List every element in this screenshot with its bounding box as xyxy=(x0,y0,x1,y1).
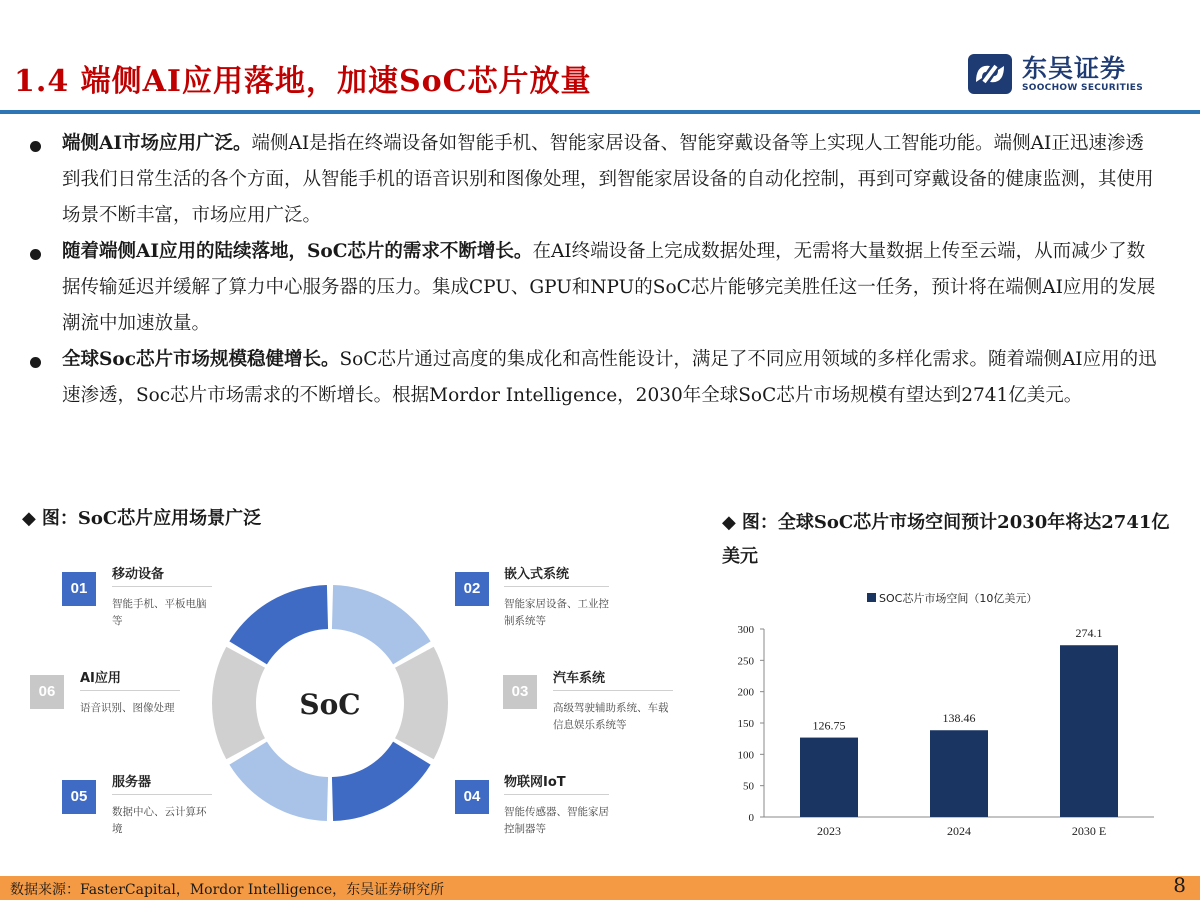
item-number-badge: 05 xyxy=(62,780,96,814)
soochow-logo-icon xyxy=(966,52,1014,96)
source-note: 数据来源：FasterCapital，Mordor Intelligence，东吴证券研究所 xyxy=(10,882,445,898)
item-desc: 智能家居设备、工业控制系统等 xyxy=(504,598,609,627)
donut-segment xyxy=(395,647,448,760)
bar xyxy=(800,738,858,817)
brand-logo xyxy=(966,52,1166,98)
x-tick-label: 2023 xyxy=(817,824,841,838)
item-desc: 数据中心、云计算环境 xyxy=(112,806,207,835)
y-tick-label: 300 xyxy=(737,624,754,636)
bullet-icon xyxy=(30,357,41,368)
donut-segment xyxy=(332,742,431,821)
bullet-list xyxy=(28,126,1158,414)
item-desc: 语音识别、图像处理 xyxy=(80,702,175,714)
item-title: 物联网IoT xyxy=(504,775,566,790)
y-tick-label: 250 xyxy=(737,655,754,668)
bar-value-label: 274.1 xyxy=(1075,626,1103,641)
item-title: 移动设备 xyxy=(112,567,165,582)
y-tick-label: 200 xyxy=(737,686,754,699)
figure-left-title-text: 图：SoC芯片应用场景广泛 xyxy=(41,508,262,529)
bar xyxy=(930,730,988,817)
item-divider xyxy=(504,586,609,587)
item-title: 服务器 xyxy=(112,775,152,790)
y-tick-label: 0 xyxy=(748,812,754,824)
donut-segment xyxy=(229,585,328,664)
soc-market-bar-chart xyxy=(722,585,1172,845)
bullet-lead: 随着端侧AI应用的陆续落地，SoC芯片的需求不断增长。 xyxy=(62,241,533,262)
page-number: 8 xyxy=(1173,873,1186,897)
diamond-bullet-icon: ◆ xyxy=(22,508,36,529)
bullet-icon xyxy=(30,141,41,152)
item-desc: 智能传感器、智能家居控制器等 xyxy=(504,806,609,835)
bullet-body: 端侧AI是指在终端设备如智能手机、智能家居设备、智能穿戴设备等上实现人工智能功能。端侧AI正迅速渗透到我们日常生活的各个方面，从智能手机的语音识别和图像处理，到智能家居设备的自动化控制，再到可穿戴设备的健康监测，其使用场景不断丰富，市场应用广泛。 xyxy=(62,133,1154,226)
item-divider xyxy=(112,586,212,587)
bullet-body: SoC芯片通过高度的集成化和高性能设计，满足了不同应用领域的多样化需求。随着端侧AI应用的迅速渗透，Soc芯片市场需求的不断增长。根据Mordor Intelligence，2030年全球SoC芯片市场规模有望达到2741亿美元。 xyxy=(62,349,1157,406)
figure-right-title xyxy=(722,506,1182,574)
item-title: 嵌入式系统 xyxy=(504,567,570,582)
bar xyxy=(1060,645,1118,817)
item-number-badge: 01 xyxy=(62,572,96,606)
y-tick-label: 100 xyxy=(737,749,754,762)
legend-swatch xyxy=(867,593,876,602)
item-divider xyxy=(80,690,180,691)
bar-value-label: 138.46 xyxy=(942,711,976,726)
item-number-badge: 02 xyxy=(455,572,489,606)
bullet-item xyxy=(28,126,1158,234)
figure-right-title-text: 图：全球SoC芯片市场空间预计2030年将达2741亿美元 xyxy=(722,512,1170,567)
donut-segment xyxy=(212,647,265,760)
figure-left-title xyxy=(22,502,261,536)
bullet-lead: 全球Soc芯片市场规模稳健增长。 xyxy=(62,349,340,370)
bar-value-label: 126.75 xyxy=(812,718,846,733)
item-number-badge: 06 xyxy=(30,675,64,709)
x-tick-label: 2024 xyxy=(947,824,971,838)
item-divider xyxy=(112,794,212,795)
item-number-badge: 04 xyxy=(455,780,489,814)
donut-center-label: SoC xyxy=(299,688,361,721)
bullet-item xyxy=(28,234,1158,342)
page-title: 1.4 端侧AI应用落地，加速SoC芯片放量 xyxy=(14,64,592,99)
item-title: 汽车系统 xyxy=(553,671,606,686)
soc-donut-chart xyxy=(205,578,455,828)
bullet-icon xyxy=(30,249,41,260)
item-desc: 高级驾驶辅助系统、车载信息娱乐系统等 xyxy=(553,702,669,731)
bullet-item xyxy=(28,342,1158,414)
y-tick-label: 150 xyxy=(737,718,754,730)
x-tick-label: 2030 E xyxy=(1071,824,1107,838)
bullet-body: 在AI终端设备上完成数据处理，无需将大量数据上传至云端，从而减少了数据传输延迟并缓解了算力中心服务器的压力。集成CPU、GPU和NPU的SoC芯片能够完美胜任这一任务，预计将在端侧AI应用的发展潮流中加速放量。 xyxy=(62,241,1156,334)
donut-segment xyxy=(229,742,328,821)
logo-text-en: SOOCHOW SECURITIES xyxy=(1022,83,1143,93)
item-divider xyxy=(553,690,673,691)
diamond-bullet-icon: ◆ xyxy=(722,512,736,533)
bullet-lead: 端侧AI市场应用广泛。 xyxy=(62,133,252,154)
item-number-badge: 03 xyxy=(503,675,537,709)
y-tick-label: 50 xyxy=(743,780,754,793)
header-divider xyxy=(0,110,1200,114)
item-divider xyxy=(504,794,609,795)
legend-label: SOC芯片市场空间（10亿美元） xyxy=(879,592,1038,605)
item-desc: 智能手机、平板电脑等 xyxy=(112,598,207,627)
item-title: AI应用 xyxy=(80,671,121,686)
logo-text-cn: 东吴证券 xyxy=(1022,54,1127,83)
donut-segment xyxy=(332,585,431,664)
